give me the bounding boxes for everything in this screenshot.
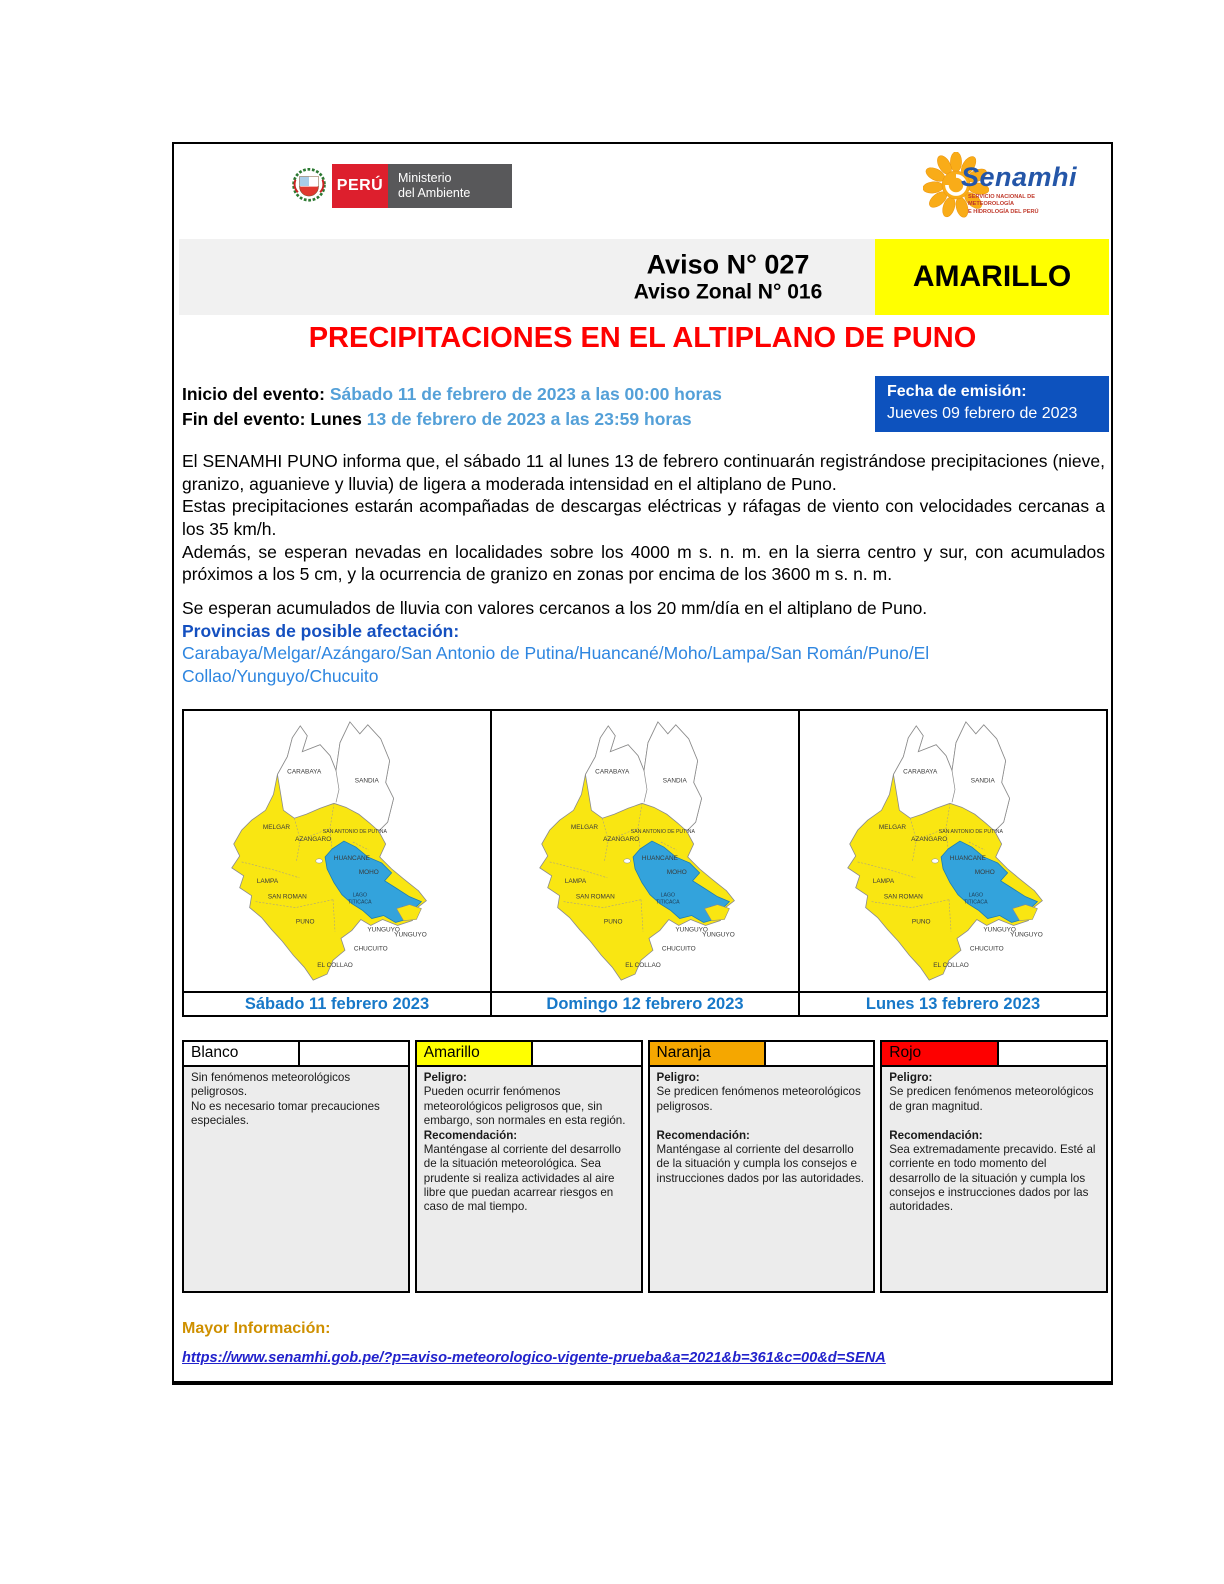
puno-map bbox=[492, 711, 798, 991]
map-label-lampa: LAMPA bbox=[564, 877, 587, 885]
more-info-link-line bbox=[182, 1350, 886, 1366]
advisory-document bbox=[172, 142, 1113, 1385]
legend-rojo bbox=[880, 1040, 1108, 1293]
map-label-moho: MOHO bbox=[974, 868, 995, 876]
map-label-azangaro: AZANGARO bbox=[911, 836, 948, 844]
map-label-yunguyo: YUNGUYO bbox=[983, 926, 1016, 934]
map-label-san-roman: SAN ROMAN bbox=[267, 893, 307, 901]
map-date-2: Domingo 12 febrero 2023 bbox=[491, 992, 799, 1016]
legend-amarillo-chip: Amarillo bbox=[415, 1040, 533, 1067]
map-date-3: Lunes 13 febrero 2023 bbox=[799, 992, 1107, 1016]
map-label-huancane: HUANCANE bbox=[641, 854, 678, 862]
legend-blanco-text: Sin fenómenos meteorológicos peligrosos. No es necesario tomar precauciones especiales. bbox=[182, 1067, 410, 1293]
map-label-carabaya: CARABAYA bbox=[903, 768, 938, 776]
rain-accumulation-note: Se esperan acumulados de lluvia con valores cercanos a los 20 mm/día en el altiplano de Puno. bbox=[182, 597, 928, 618]
map-label-melgar: MELGAR bbox=[262, 824, 291, 832]
map-label-lago-1: LAGO bbox=[968, 892, 984, 899]
map-label-moho: MOHO bbox=[666, 868, 687, 876]
map-label-moho: MOHO bbox=[358, 868, 379, 876]
map-label-putina: SAN ANTONIO DE PUTINA bbox=[630, 829, 695, 836]
map-label-lampa: LAMPA bbox=[872, 877, 895, 885]
peru-coat-of-arms-icon bbox=[286, 164, 332, 208]
page-title: PRECIPITACIONES EN EL ALTIPLANO DE PUNO bbox=[308, 322, 977, 354]
map-label-lago-2: TITICACA bbox=[656, 899, 680, 906]
map-label-chucuito: CHUCUITO bbox=[353, 945, 388, 953]
map-day-1 bbox=[183, 710, 491, 992]
emission-date-box: Fecha de emisión: Jueves 09 febrero de 2023 bbox=[875, 376, 1109, 432]
map-label-putina: SAN ANTONIO DE PUTINA bbox=[322, 829, 387, 836]
map-label-sandia: SANDIA bbox=[662, 777, 687, 785]
advisory-header-band bbox=[179, 239, 1109, 315]
affected-provinces-label: Provincias de posible afectación: bbox=[182, 620, 460, 641]
map-label-azangaro: AZANGARO bbox=[295, 836, 332, 844]
event-dates-section bbox=[182, 382, 1109, 438]
map-label-lago-2: TITICACA bbox=[964, 899, 988, 906]
forecast-maps-table bbox=[182, 709, 1108, 1017]
advisory-numbers-band bbox=[179, 239, 875, 315]
more-info-label: Mayor Información: bbox=[182, 1320, 331, 1337]
map-day-3 bbox=[799, 710, 1107, 992]
gobierno-peru-logo bbox=[286, 164, 512, 208]
map-label-sandia: SANDIA bbox=[354, 777, 379, 785]
ministry-name: Ministerio del Ambiente bbox=[388, 164, 512, 208]
map-label-lago-1: LAGO bbox=[352, 892, 368, 899]
map-date-1: Sábado 11 febrero 2023 bbox=[183, 992, 491, 1016]
puno-map bbox=[800, 711, 1106, 991]
map-label-lago-2: TITICACA bbox=[348, 899, 372, 906]
map-label-puno: PUNO bbox=[295, 918, 315, 926]
map-label-puno: PUNO bbox=[911, 918, 931, 926]
map-label-azangaro: AZANGARO bbox=[603, 836, 640, 844]
advisory-zonal-number: Aviso Zonal N° 016 bbox=[633, 280, 823, 304]
legend-rojo-text: Peligro: Se predicen fenómenos meteorológicos de gran magnitud. Recomendación: Sea extremadamente precavido. Esté al corriente en todo momento del desarrollo de la situación y cumpla los consejos e instrucciones dados por las autoridades. bbox=[880, 1067, 1108, 1293]
map-label-el-collao: EL COLLAO bbox=[625, 962, 661, 970]
peru-wordmark: PERÚ bbox=[332, 164, 388, 208]
map-label-san-roman: SAN ROMAN bbox=[575, 893, 615, 901]
map-label-lampa: LAMPA bbox=[256, 877, 279, 885]
legend-amarillo bbox=[415, 1040, 643, 1293]
advisory-body bbox=[182, 450, 1105, 688]
map-label-lago-1: LAGO bbox=[660, 892, 676, 899]
body-paragraph-2: Estas precipitaciones estarán acompañadas de descargas eléctricas y ráfagas de viento con velocidades cercanas a los 35 km/h. bbox=[182, 496, 1105, 539]
map-label-huancane: HUANCANE bbox=[333, 854, 370, 862]
map-label-melgar: MELGAR bbox=[570, 824, 599, 832]
alert-level-badge: AMARILLO bbox=[875, 239, 1109, 315]
map-label-puno: PUNO bbox=[603, 918, 623, 926]
map-label-chucuito: CHUCUITO bbox=[661, 945, 696, 953]
body-paragraph-1: El SENAMHI PUNO informa que, el sábado 11 al lunes 13 de febrero continuarán registrándose precipitaciones (nieve, granizo, aguanieve y lluvia) de ligera a moderada intensidad en el altiplano de Puno. bbox=[182, 451, 1105, 494]
map-label-el-collao: EL COLLAO bbox=[933, 962, 969, 970]
map-label-yunguyo-2: YUNGUYO bbox=[394, 931, 427, 939]
map-label-sandia: SANDIA bbox=[970, 777, 995, 785]
legend-naranja-text: Peligro: Se predicen fenómenos meteorológicos peligrosos. Recomendación: Manténgase al corriente del desarrollo de la situación y cumpla los consejos e instrucciones dados por las autoridades. bbox=[648, 1067, 876, 1293]
advisory-number: Aviso N° 027 bbox=[646, 249, 810, 280]
map-day-2 bbox=[491, 710, 799, 992]
legend-naranja bbox=[648, 1040, 876, 1293]
affected-provinces-list: Carabaya/Melgar/Azángaro/San Antonio de Putina/Huancané/Moho/Lampa/San Román/Puno/El Collao/Yunguyo/Chucuito bbox=[182, 643, 930, 686]
map-label-putina: SAN ANTONIO DE PUTINA bbox=[938, 829, 1003, 836]
map-label-carabaya: CARABAYA bbox=[287, 768, 322, 776]
map-label-yunguyo: YUNGUYO bbox=[675, 926, 708, 934]
map-label-carabaya: CARABAYA bbox=[595, 768, 630, 776]
map-label-huancane: HUANCANE bbox=[949, 854, 986, 862]
map-label-yunguyo-2: YUNGUYO bbox=[702, 931, 735, 939]
legend-blanco-chip: Blanco bbox=[182, 1040, 300, 1067]
body-paragraph-3: Además, se esperan nevadas en localidades sobre los 4000 m s. n. m. en la sierra centro y sur, con acumulados próximos a los 5 cm, y la ocurrencia de granizo en zonas por encima de los 3600 m s. n. m. bbox=[182, 541, 1105, 585]
alert-levels-legend bbox=[182, 1040, 1108, 1293]
legend-blanco bbox=[182, 1040, 410, 1293]
map-label-san-roman: SAN ROMAN bbox=[883, 893, 923, 901]
senamhi-tagline: SERVICIO NACIONAL DE METEOROLOGÍA E HIDROLOGÍA DEL PERÚ bbox=[968, 194, 1039, 215]
legend-naranja-chip: Naranja bbox=[648, 1040, 766, 1067]
map-label-yunguyo: YUNGUYO bbox=[367, 926, 400, 934]
event-end: Fin del evento: Lunes 13 de febrero de 2023 a las 23:59 horas bbox=[182, 409, 692, 430]
senamhi-wordmark: Senamhi SERVICIO NACIONAL DE METEOROLOGÍA E HIDROLOGÍA DEL PERÚ bbox=[961, 162, 1078, 215]
map-label-melgar: MELGAR bbox=[878, 824, 907, 832]
advisory-link[interactable]: https://www.senamhi.gob.pe/?p=aviso-meteorologico-vigente-prueba&a=2021&b=361&c=00&d=SENA bbox=[182, 1350, 886, 1366]
map-label-chucuito: CHUCUITO bbox=[969, 945, 1004, 953]
legend-rojo-chip: Rojo bbox=[880, 1040, 998, 1067]
event-start: Inicio del evento: Sábado 11 de febrero de 2023 a las 00:00 horas bbox=[182, 384, 722, 404]
map-label-el-collao: EL COLLAO bbox=[317, 962, 353, 970]
map-label-yunguyo-2: YUNGUYO bbox=[1010, 931, 1043, 939]
senamhi-logo bbox=[923, 146, 1079, 234]
legend-amarillo-text: Peligro: Pueden ocurrir fenómenos meteorológicos peligrosos que, sin embargo, son normales en esta región. Recomendación: Manténgase al corriente del desarrollo de la situación meteorológica. Sea prudente si realiza actividades al aire libre que puedan acarrear riesgos en caso de mal tiempo. bbox=[415, 1067, 643, 1293]
puno-map bbox=[184, 711, 490, 991]
